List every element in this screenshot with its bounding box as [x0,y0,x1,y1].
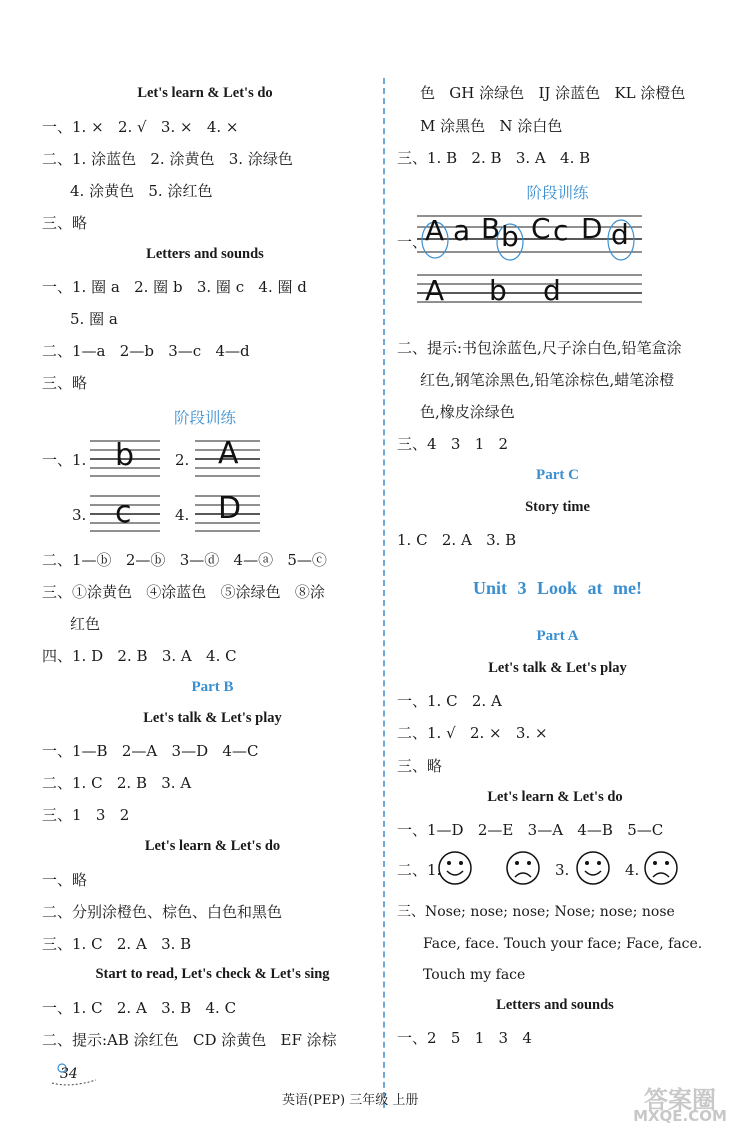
answer-line: 三、Nose; nose; nose; Nose; nose; nose [397,904,675,920]
answer-line: 三、略 [42,374,88,392]
section-heading: Start to read, Let's check & Let's sing [95,966,330,982]
sad-face-icon [505,850,541,886]
handwritten-letter: D [218,491,242,526]
answer-line: 一、1—D 2—E 3—A 4—B 5—C [397,821,664,839]
section-heading: Let's talk & Let's play [143,710,282,726]
answer-line: 四、1. D 2. B 3. A 4. C [42,647,237,665]
answer-line: 一、1. 圈 a 2. 圈 b 3. 圈 c 4. 圈 d [42,278,307,296]
section-heading: Let's learn & Let's do [487,789,623,805]
handwritten-letter: b [501,220,519,253]
column-divider [383,78,385,1108]
handwritten-letter: d [543,274,561,307]
section-heading: Story time [525,499,590,515]
answer-line: 二、1—a 2—b 3—c 4—d [42,342,250,360]
answer-line: 4. 涂黄色 5. 涂红色 [70,182,213,200]
handwritten-letter: c [115,495,132,530]
answer-line: 三、略 [42,214,88,232]
answer-line: 4. [175,506,190,524]
answer-line: 三、4 3 1 2 [397,435,509,453]
answer-line: 红色 [70,615,101,633]
answer-line: 二、提示:AB 涂红色 CD 涂黄色 EF 涂棕 [42,1031,337,1049]
answer-line: 三、1. B 2. B 3. A 4. B [397,149,591,167]
answer-line: 二、1. C 2. B 3. A [42,774,192,792]
section-heading: Letters and sounds [146,246,264,262]
book-footer: 英语(PEP) 三年级 上册 [282,1093,419,1108]
handwritten-letter: A [425,274,445,307]
handwritten-letter: A [218,436,239,471]
answer-line: 一、2 5 1 3 4 [397,1029,532,1047]
answer-line: 二、提示:书包涂蓝色,尺子涂白色,铅笔盒涂 [397,339,682,357]
sad-face-icon [643,850,679,886]
answer-line: 二、分别涂橙色、棕色、白色和黑色 [42,903,283,921]
handwritten-letter: C [531,212,551,245]
answer-line: M 涂黑色 N 涂白色 [420,117,563,135]
answer-line: 一、1. [42,451,87,469]
section-heading: Let's learn & Let's do [144,838,281,854]
answer-line: 一、1. C 2. A [397,692,502,710]
part-heading: Part A [536,628,579,644]
page-number: 34 [60,1066,78,1082]
handwritten-letter: b [115,438,135,473]
writing-lines [417,212,642,304]
watermark-url: MXQE.COM [633,1107,727,1125]
answer-line: 三、1. C 2. A 3. B [42,935,192,953]
answer-line: Touch my face [423,967,526,983]
stage-heading: 阶段训练 [526,184,589,202]
answer-line: 三、1 3 2 [42,806,130,824]
handwritten-letter: a [453,214,471,247]
answer-line: 一、 [397,233,428,251]
answer-line: 色,橡皮涂绿色 [420,403,515,421]
answer-line: 2. [175,451,190,469]
answer-line: 3. [72,506,87,524]
handwritten-letter: A [425,214,445,247]
answer-line: 二、1. 涂蓝色 2. 涂黄色 3. 涂绿色 [42,150,293,168]
part-heading: Part C [536,467,579,483]
answer-line: 4. [625,861,640,879]
handwritten-letter: D [581,212,603,245]
watermark-logo: 答案圈 [644,1086,716,1114]
answer-line: 一、1. × 2. √ 3. × 4. × [42,118,239,136]
answer-line: 1. C 2. A 3. B [397,531,517,549]
smiley-face-icon [575,850,611,886]
stage-heading: 阶段训练 [173,409,236,427]
answer-line: 二、1. √ 2. × 3. × [397,724,548,742]
handwritten-letter: b [489,274,507,307]
handwritten-letter: d [611,218,629,251]
section-heading: Let's talk & Let's play [488,660,627,676]
section-heading: Let's learn & Let's do [137,85,273,101]
unit-title: Unit 3 Look at me! [473,578,642,598]
answer-line: 红色,钢笔涂黑色,铅笔涂棕色,蜡笔涂橙 [420,371,675,389]
section-heading: Letters and sounds [496,997,614,1013]
smiley-face-icon [437,850,473,886]
part-heading: Part B [191,679,234,695]
answer-line: 5. 圈 a [70,310,118,328]
answer-line: 一、1—B 2—A 3—D 4—C [42,742,259,760]
answer-line: 二、1—ⓑ 2—ⓑ 3—ⓓ 4—ⓐ 5—ⓒ [42,551,327,569]
answer-line: 一、略 [42,871,88,889]
answer-line: 二、1. [397,861,442,879]
answer-line: Face, face. Touch your face; Face, face. [423,936,703,952]
answer-line: 3. [555,861,570,879]
answer-line: 三、①涂黄色 ④涂蓝色 ⑤涂绿色 ⑧涂 [42,583,325,601]
handwritten-letter: c [553,214,569,247]
answer-line: 色 GH 涂绿色 IJ 涂蓝色 KL 涂橙色 [420,84,686,102]
handwritten-letter: B [481,212,501,245]
answer-line: 一、1. C 2. A 3. B 4. C [42,999,237,1017]
answer-line: 三、略 [397,757,443,775]
